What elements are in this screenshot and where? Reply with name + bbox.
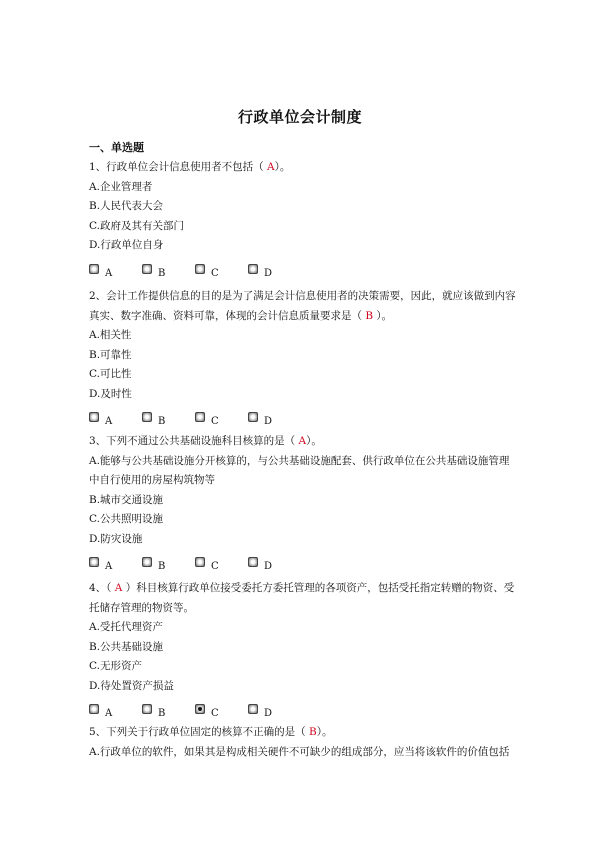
option-c: C.政府及其有关部门 [89,219,184,232]
choice-c[interactable] [195,264,248,280]
radio-selected-icon [195,704,205,714]
stem-text-end: ）。 [306,435,322,447]
radio-icon [89,264,99,274]
choice-label: C [211,267,219,279]
choice-d[interactable] [248,264,301,280]
choice-label: A [105,267,113,279]
answer-mark: B [365,309,374,322]
choice-b[interactable] [142,704,195,720]
choice-label: A [105,416,113,427]
choice-b[interactable] [142,557,195,573]
choice-label: B [158,708,166,719]
radio-icon [248,264,258,274]
radio-icon [248,557,258,567]
radio-icon [89,557,99,567]
question-1 [89,158,519,280]
answer-mark: A [114,582,123,594]
choice-a[interactable] [89,557,142,573]
choice-label: A [105,561,113,572]
choice-label: B [158,416,166,427]
stem-text-end: ）。 [373,309,393,322]
choice-c[interactable] [195,412,248,428]
option-c: C.可比性 [89,368,132,380]
option-a: A.受托代理资产 [89,621,163,633]
choice-label: D [264,416,273,427]
option-d: D.防灾设施 [89,532,143,545]
choice-b[interactable] [142,412,195,428]
choice-a[interactable] [89,704,142,720]
choice-b[interactable] [142,264,195,280]
radio-icon [195,557,205,567]
stem-text: 5、下列关于行政单位固定的核算不正确的是（ [89,726,310,738]
stem-text: 2、会计工作提供信息的目的是为了满足会计信息使用者的决策需要，因此，就应该做到内容真实、数字准确、资料可靠，体现的会计信息质量要求是（ [89,290,516,322]
choice-d[interactable] [248,412,301,428]
choice-label: B [158,267,166,279]
stem-text: 4、（ [89,582,115,594]
answer-mark: A [298,435,307,447]
option-c: C.公共照明设施 [89,513,163,525]
choice-label: B [158,561,166,572]
answer-mark: B [309,726,317,738]
choice-label: D [264,708,273,719]
choice-label: C [211,416,219,427]
choice-label: C [211,561,219,572]
question-stem [89,287,519,326]
option-a: A.相关性 [89,329,132,341]
section-heading: 一、单选题 [89,141,144,154]
choice-label: C [211,708,219,719]
radio-icon [195,264,205,274]
option-b: B.城市交通设施 [89,493,164,506]
question-stem [89,158,519,178]
answer-choices [89,406,519,428]
choice-d[interactable] [248,704,301,720]
option-c: C.无形资产 [89,660,142,672]
option-d: D.及时性 [89,387,132,400]
radio-icon [195,412,205,422]
answer-choices [89,698,519,720]
question-stem [89,579,519,618]
choice-d[interactable] [248,557,301,573]
option-d: D.行政单位自身 [89,239,164,251]
option-d: D.待处置资产损益 [89,679,174,692]
answer-choices [89,551,519,573]
option-a: A.行政单位的软件，如果其是构成相关硬件不可缺少的组成部分，应当将该软件的价值包括 [89,745,510,758]
question-3 [89,432,519,573]
option-b: B.公共基础设施 [89,640,164,653]
document-title: 行政单位会计制度 [237,108,362,126]
answer-mark: A [267,161,275,173]
choice-c[interactable] [195,557,248,573]
radio-icon [248,704,258,714]
option-a: A.能够与公共基础设施分开核算的，与公共基础设施配套、供行政单位在公共基础设施管理中自行使用的房屋构筑物等 [89,454,510,486]
radio-icon [142,704,152,714]
question-4 [89,579,519,720]
radio-icon [89,704,99,714]
radio-icon [142,557,152,567]
choice-a[interactable] [89,264,142,280]
choice-label: D [264,561,273,572]
radio-icon [248,412,258,422]
question-stem [89,723,519,743]
radio-icon [142,412,152,422]
choice-c[interactable] [195,704,248,720]
stem-text: 3、下列不通过公共基础设施科目核算的是（ [89,435,299,447]
stem-text-end: ）科目核算行政单位接受委托方委托管理的各项资产，包括受托指定转赠的物资、受托储存管理的物资等。 [89,582,515,614]
stem-text: 1、行政单位会计信息使用者不包括（ [89,161,268,173]
choice-label: D [264,267,273,279]
option-a: A.企业管理者 [89,180,153,193]
choice-label: A [105,708,113,719]
radio-icon [89,412,99,422]
radio-icon [142,264,152,274]
question-5 [89,723,519,762]
question-2 [89,287,519,428]
stem-text-end: ）。 [274,161,291,173]
option-b: B.可靠性 [89,348,132,361]
question-stem [89,432,519,452]
choice-a[interactable] [89,412,142,428]
stem-text-end: ）。 [316,726,333,738]
option-b: B.人民代表大会 [89,200,164,212]
answer-choices [89,258,519,280]
